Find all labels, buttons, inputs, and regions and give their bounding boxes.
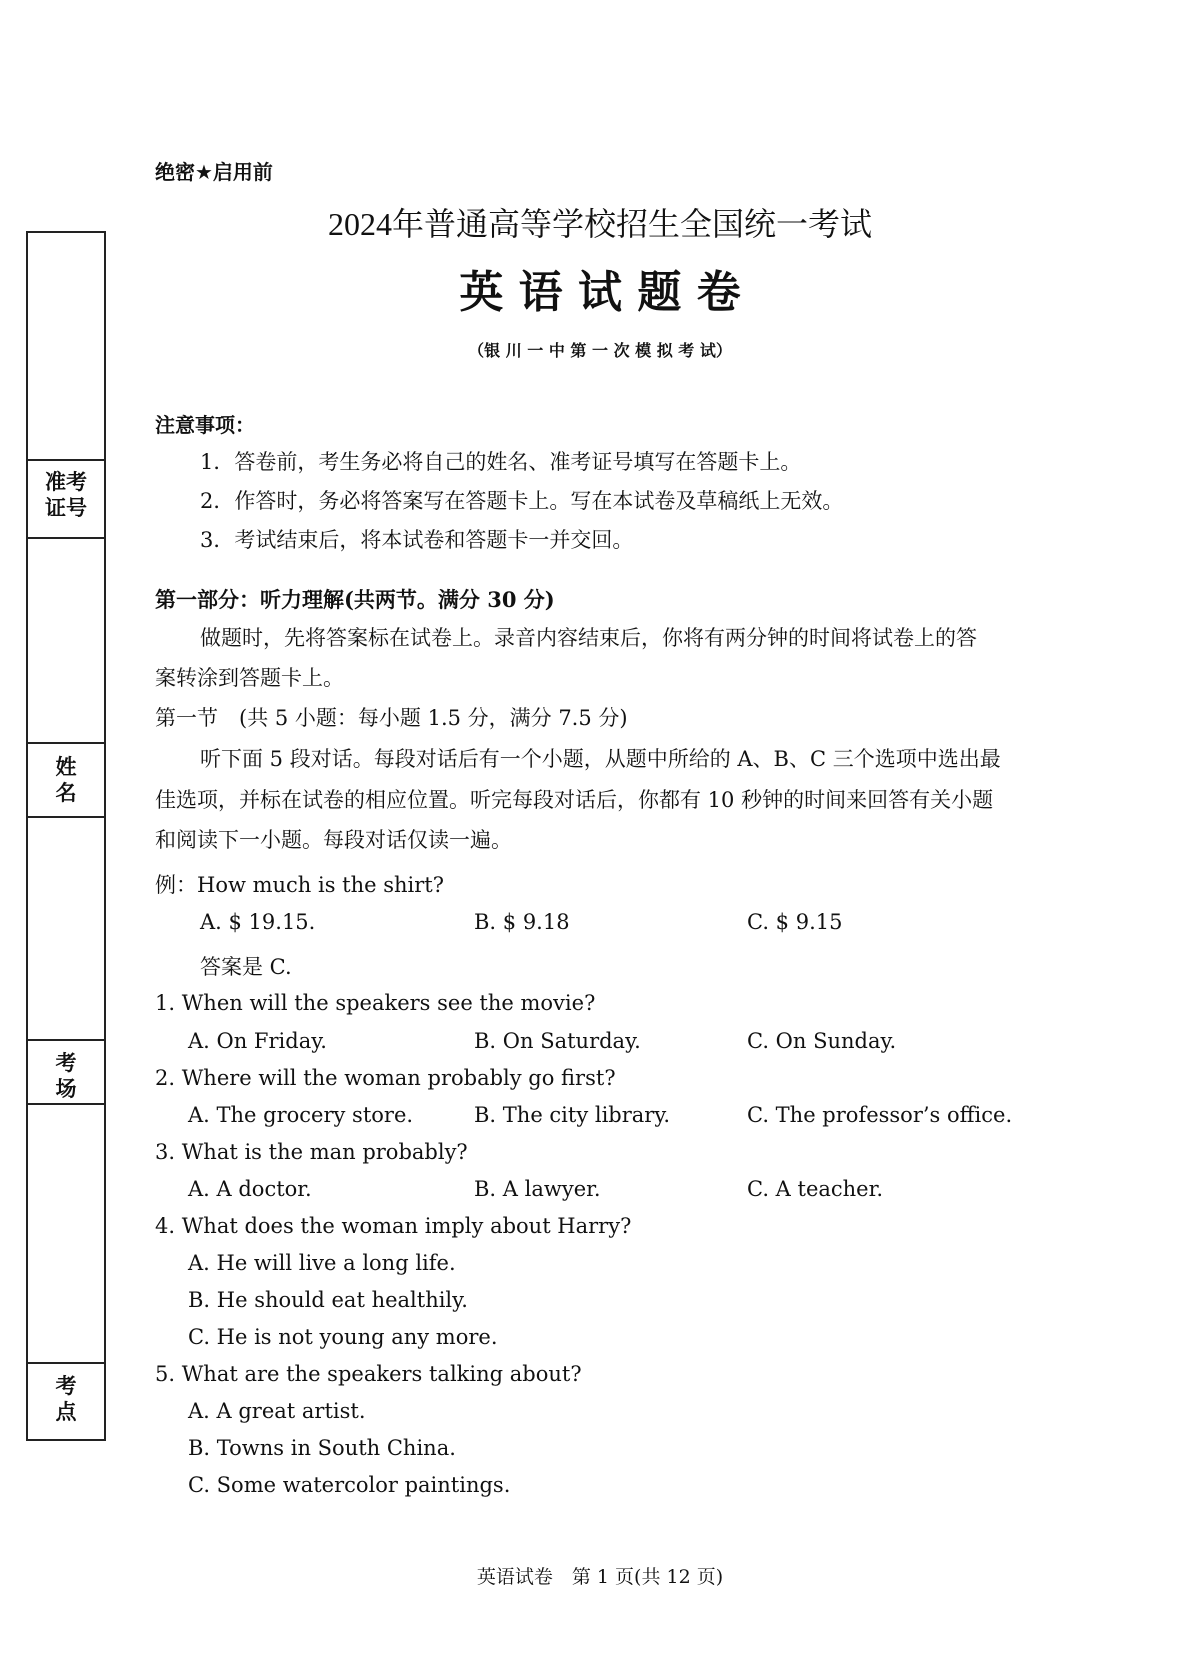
- page-footer: 英语试卷 第 1 页(共 12 页): [476, 1566, 724, 1588]
- option-a: A. He will live a long life.: [188, 1251, 456, 1275]
- option-a: A. On Friday.: [188, 1029, 327, 1053]
- example-option-b: B. $ 9.18: [474, 910, 570, 934]
- notice-item: 1．答卷前，考生务必将自己的姓名、准考证号填写在答题卡上。: [200, 450, 802, 474]
- option-c: C. Some watercolor paintings.: [188, 1473, 511, 1497]
- option-a: A. A doctor.: [188, 1177, 312, 1201]
- exam-site-label: 考 点: [55, 1374, 77, 1424]
- exam-title: 2024年普通高等学校招生全国统一考试: [327, 206, 872, 242]
- option-b: B. A lawyer.: [474, 1177, 601, 1201]
- exam-room-label: 考 场: [55, 1051, 77, 1101]
- example-stem: 例：How much is the shirt?: [155, 873, 444, 897]
- strip-divider: [28, 816, 104, 818]
- question-stem: 3. What is the man probably?: [155, 1140, 468, 1164]
- example-option-c: C. $ 9.15: [747, 910, 843, 934]
- strip-divider: [28, 1103, 104, 1105]
- strip-divider: [28, 742, 104, 744]
- option-a: A. A great artist.: [188, 1399, 366, 1423]
- section1-instructions: 听下面 5 段对话。每段对话后有一个小题，从题中所给的 A、B、C 三个选项中选出最: [200, 747, 1001, 771]
- secret-mark: 绝密★启用前: [155, 160, 273, 184]
- example-answer: 答案是 C.: [200, 955, 292, 979]
- option-c: C. The professor’s office.: [747, 1103, 1013, 1127]
- question-stem: 5. What are the speakers talking about?: [155, 1362, 582, 1386]
- option-c: C. He is not young any more.: [188, 1325, 498, 1349]
- admission-number-label: 准考 证号: [45, 470, 87, 520]
- notice-heading: 注意事项：: [155, 413, 255, 437]
- option-b: B. The city library.: [474, 1103, 671, 1127]
- option-a: A. The grocery store.: [188, 1103, 414, 1127]
- option-b: B. Towns in South China.: [188, 1436, 456, 1460]
- question-stem: 4. What does the woman imply about Harry?: [155, 1214, 632, 1238]
- section1-heading: 第一节 (共 5 小题：每小题 1.5 分，满分 7.5 分): [155, 706, 628, 730]
- strip-divider: [28, 1362, 104, 1364]
- option-c: C. A teacher.: [747, 1177, 884, 1201]
- option-c: C. On Sunday.: [747, 1029, 897, 1053]
- section1-instructions: 佳选项，并标在试卷的相应位置。听完每段对话后，你都有 10 秒钟的时间来回答有关小题: [155, 788, 994, 812]
- paper-subtitle: （银 川 一 中 第 一 次 模 拟 考 试）: [468, 341, 732, 360]
- name-label: 姓 名: [55, 755, 77, 805]
- question-stem: 1. When will the speakers see the movie?: [155, 991, 596, 1015]
- part1-intro: 做题时，先将答案标在试卷上。录音内容结束后，你将有两分钟的时间将试卷上的答: [200, 626, 977, 650]
- paper-title: 英 语 试 题 卷: [459, 267, 741, 318]
- option-b: B. He should eat healthily.: [188, 1288, 468, 1312]
- notice-item: 2．作答时，务必将答案写在答题卡上。写在本试卷及草稿纸上无效。: [200, 489, 844, 513]
- strip-divider: [28, 1039, 104, 1041]
- strip-divider: [28, 537, 104, 539]
- binding-strip: [26, 231, 106, 1441]
- part1-heading: 第一部分：听力理解(共两节。满分 30 分): [155, 587, 555, 612]
- option-b: B. On Saturday.: [474, 1029, 641, 1053]
- example-option-a: A. $ 19.15.: [200, 910, 316, 934]
- notice-item: 3．考试结束后，将本试卷和答题卡一并交回。: [200, 528, 634, 552]
- strip-divider: [28, 459, 104, 461]
- part1-intro: 案转涂到答题卡上。: [155, 666, 344, 690]
- question-stem: 2. Where will the woman probably go first?: [155, 1066, 616, 1090]
- section1-instructions: 和阅读下一小题。每段对话仅读一遍。: [155, 828, 512, 852]
